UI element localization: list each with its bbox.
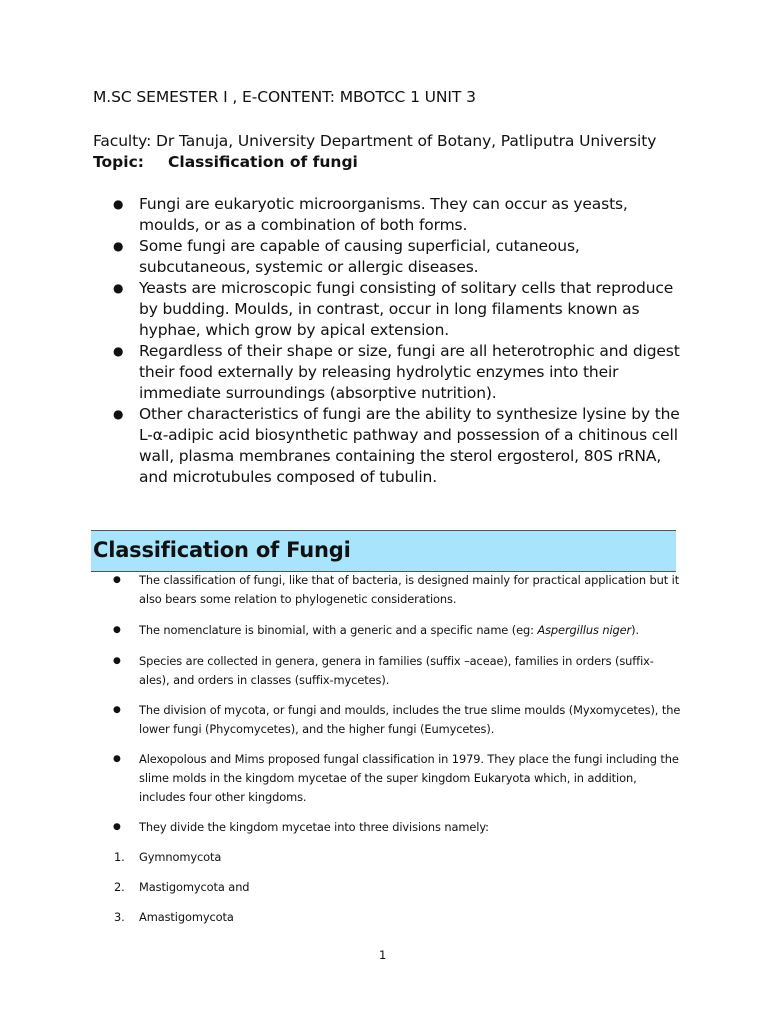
bullet-icon: ● (113, 197, 124, 211)
classification-list (113, 571, 683, 927)
page-number: 1 (379, 948, 387, 962)
bullet-icon: ● (113, 625, 121, 635)
item-number: 3. (114, 910, 125, 924)
list-item: ● Species are collected in genera, genera in families (suffix –aceae), families in orders (suffix-ales), and orders in classes (suffix-mycetes). (113, 654, 654, 687)
topic-line (93, 153, 358, 171)
faculty-line: Faculty: Dr Tanuja, University Department of Botany, Patliputra University (93, 132, 657, 150)
section-heading-band (91, 530, 676, 572)
list-item: ● The division of mycota, or fungi and moulds, includes the true slime moulds (Myxomycetes), the lower fungi (Phycomycetes), and the higher fungi (Eumycetes). (113, 703, 681, 736)
list-item: ● Fungi are eukaryotic microorganisms. They can occur as yeasts, moulds, or as a combination of both forms. (113, 195, 628, 234)
item-number: 1. (114, 850, 125, 864)
numbered-item: 1. Gymnomycota (113, 848, 683, 867)
section-heading: Classification of Fungi (93, 538, 351, 562)
list-item: ● The classification of fungi, like that of bacteria, is designed mainly for practical application but it also bears some relation to phylogenetic considerations. (113, 573, 680, 606)
list-item: ● Yeasts are microscopic fungi consisting of solitary cells that reproduce by budding. Moulds, in contrast, occur in long filaments known as hyphae, which grow by apical extension. (113, 279, 674, 339)
bullet-icon: ● (113, 281, 124, 295)
bullet-icon: ● (113, 239, 124, 253)
bullet-icon: ● (113, 705, 121, 715)
bullet-icon: ● (113, 656, 121, 666)
list-item: ● Regardless of their shape or size, fungi are all heterotrophic and digest their food externally by releasing hydrolytic enzymes into their immediate surroundings (absorptive nutrition). (113, 342, 680, 402)
topic-label: Topic: (93, 153, 144, 171)
bullet-icon: ● (113, 344, 124, 358)
list-item: ● Some fungi are capable of causing superficial, cutaneous, subcutaneous, systemic or allergic diseases. (113, 237, 580, 276)
intro-bullet-list (113, 194, 683, 488)
bullet-icon: ● (113, 575, 121, 585)
list-item: ● Alexopolous and Mims proposed fungal classification in 1979. They place the fungi including the slime molds in the kingdom mycetae of the super kingdom Eukaryota which, in addition, includes four other kingdoms. (113, 752, 679, 804)
course-header: M.SC SEMESTER I , E-CONTENT: MBOTCC 1 UNIT 3 (93, 88, 476, 106)
topic-value: Classification of fungi (168, 153, 358, 171)
numbered-item: 3. Amastigomycota (113, 908, 683, 927)
list-item: ● They divide the kingdom mycetae into three divisions namely: (113, 818, 683, 837)
numbered-item: 2. Mastigomycota and (113, 878, 683, 897)
list-item: ● Other characteristics of fungi are the ability to synthesize lysine by the L-α-adipic acid biosynthetic pathway and possession of a chitinous cell wall, plasma membranes containing the sterol ergosterol, 80S rRNA, and microtubules composed of tubulin. (113, 405, 680, 486)
list-item: ● The nomenclature is binomial, with a generic and a specific name (eg: Aspergillus niger). (113, 621, 683, 640)
species-name: Aspergillus niger (537, 623, 632, 637)
bullet-icon: ● (113, 407, 124, 421)
item-number: 2. (114, 880, 125, 894)
bullet-icon: ● (113, 754, 121, 764)
bullet-icon: ● (113, 822, 121, 832)
